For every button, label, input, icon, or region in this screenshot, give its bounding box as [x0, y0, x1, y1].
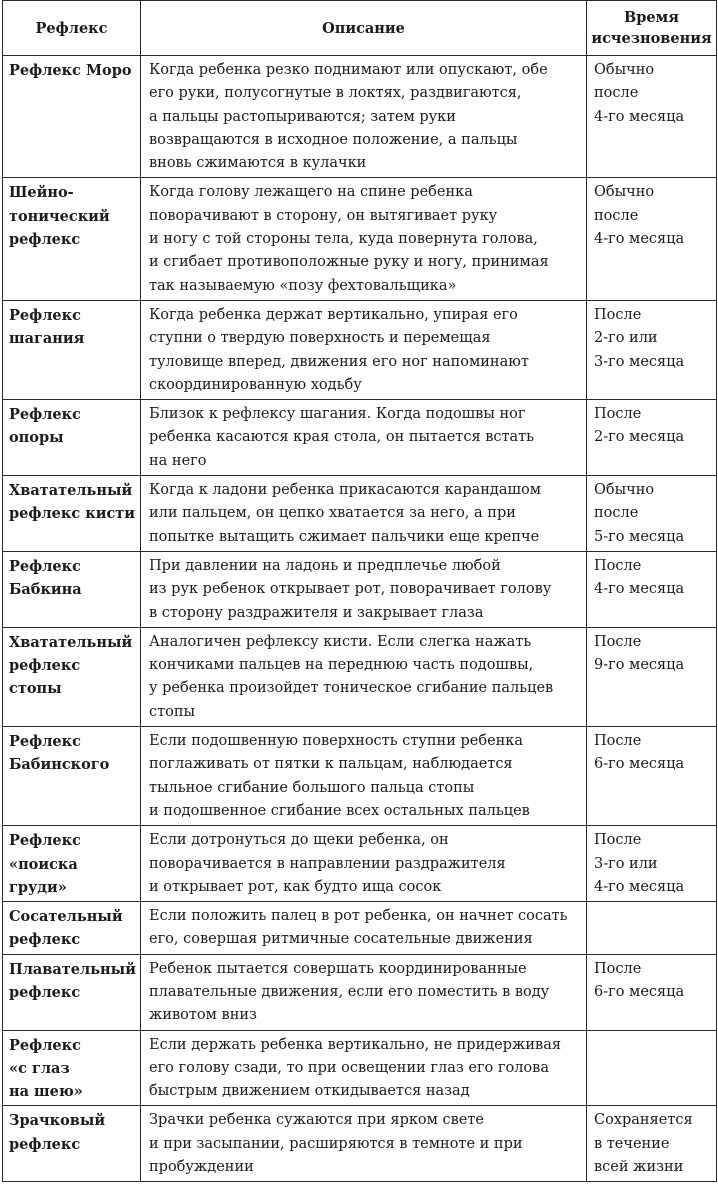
text-line: Рефлекс — [9, 832, 81, 850]
text-line: Когда голову лежащего на спине ребенка — [149, 184, 473, 201]
disappearance-time-cell — [587, 300, 717, 399]
disappearance-time-cell — [587, 551, 717, 627]
text-line: у ребенка произойдет тоническое сгибание пальцев — [149, 680, 554, 697]
table-row — [3, 727, 717, 826]
text-line: Когда ребенка резко поднимают или опускают, обе — [149, 62, 548, 78]
description-cell — [141, 178, 587, 300]
text-line: Когда к ладони ребенка прикасаются карандашом — [149, 482, 541, 499]
reflex-name-cell — [3, 551, 141, 627]
reflex-name-cell — [3, 178, 141, 300]
table-row — [3, 300, 717, 399]
text-line: или пальцем, он цепко хватается за него, а при — [149, 505, 516, 522]
text-line: всей жизни — [594, 1159, 684, 1176]
text-line: Ребенок пытается совершать координированные — [149, 960, 527, 977]
table-row — [3, 476, 717, 552]
text-line: 6-го месяца — [594, 756, 685, 773]
reflex-name-cell — [3, 627, 141, 726]
text-line: шагания — [9, 330, 85, 348]
table-row — [3, 1106, 717, 1182]
text-line: опоры — [9, 429, 64, 447]
text-line: Рефлекс — [9, 1036, 81, 1054]
text-line: в сторону раздражителя и закрывает глаза — [149, 604, 484, 621]
text-line: 3-го или — [594, 855, 658, 872]
table-row — [3, 826, 717, 902]
text-line: 4-го месяца — [594, 231, 685, 248]
disappearance-time-cell — [587, 627, 717, 726]
text-line: туловище вперед, движения его ног напоминают — [149, 353, 529, 370]
text-line: рефлекс — [9, 231, 81, 249]
table-row — [3, 902, 717, 955]
header-row — [3, 1, 717, 56]
text-line: 6-го месяца — [594, 983, 685, 1000]
text-line: рефлекс — [9, 1135, 81, 1153]
text-line: рефлекс кисти — [9, 505, 136, 523]
text-line: попытке вытащить сжимает пальчики еще крепче — [149, 528, 540, 545]
text-line: и ногу с той стороны тела, куда повернута голова, — [149, 231, 538, 248]
text-line: рефлекс — [9, 931, 81, 949]
description-cell — [141, 727, 587, 826]
disappearance-time-cell — [587, 476, 717, 552]
text-line: 9-го месяца — [594, 657, 685, 674]
text-line: Рефлекс — [9, 557, 81, 575]
text-line: После — [594, 406, 642, 423]
table-row — [3, 1030, 717, 1106]
text-line: Бабинского — [9, 756, 110, 774]
reflex-name-cell — [3, 56, 141, 178]
text-line: его, совершая ритмичные сосательные движения — [149, 931, 533, 948]
text-line: Шейно- — [9, 184, 74, 202]
description-cell — [141, 476, 587, 552]
text-line: после — [594, 85, 639, 102]
text-line: 5-го месяца — [594, 528, 685, 545]
description-cell — [141, 902, 587, 955]
text-line: из рук ребенок открывает рот, поворачивает голову — [149, 581, 552, 598]
table-row — [3, 551, 717, 627]
table-row — [3, 56, 717, 178]
text-line: пробуждении — [149, 1159, 254, 1176]
text-line: Рефлекс — [9, 406, 81, 424]
text-line: 4-го месяца — [594, 581, 685, 598]
description-cell — [141, 627, 587, 726]
text-line: в течение — [594, 1135, 670, 1152]
text-line: стопы — [149, 703, 196, 720]
disappearance-time-cell — [587, 1106, 717, 1182]
text-line: его голову сзади, то при освещении глаз его голова — [149, 1059, 549, 1076]
description-cell — [141, 1106, 587, 1182]
text-line: Рефлекс — [9, 306, 81, 324]
text-line: вновь сжимаются в кулачки — [149, 155, 367, 172]
reflex-name-cell — [3, 954, 141, 1030]
description-cell — [141, 551, 587, 627]
table-row — [3, 954, 717, 1030]
text-line: рефлекс — [9, 983, 81, 1001]
disappearance-time-cell — [587, 1030, 717, 1106]
reflex-name-cell — [3, 727, 141, 826]
disappearance-time-cell — [587, 902, 717, 955]
text-line: и при засыпании, расширяются в темноте и при — [149, 1135, 523, 1152]
text-line: скоординированную ходьбу — [149, 376, 362, 393]
text-line: тонический — [9, 207, 110, 225]
disappearance-time-cell — [587, 954, 717, 1030]
description-cell — [141, 826, 587, 902]
disappearance-time-cell — [587, 727, 717, 826]
reflex-name-cell — [3, 300, 141, 399]
table-body — [3, 56, 717, 1182]
text-line: так называемую «позу фехтовальщика» — [149, 277, 457, 294]
text-line: После — [594, 832, 642, 849]
table-row — [3, 400, 717, 476]
text-line: После — [594, 633, 642, 650]
text-line: Хватательный — [9, 482, 133, 500]
text-line: поворачивают в сторону, он вытягивает руку — [149, 207, 498, 224]
text-line: ребенка касаются края стола, он пытается встать — [149, 429, 535, 446]
text-line: поглаживать от пятки к пальцам, наблюдается — [149, 756, 513, 773]
text-line: Если держать ребенка вертикально, не придерживая — [149, 1036, 561, 1053]
text-line: Рефлекс — [9, 733, 81, 751]
reflex-name-cell — [3, 902, 141, 955]
text-line: Бабкина — [9, 581, 82, 599]
text-line: поворачивается в направлении раздражителя — [149, 855, 506, 872]
text-line: Если дотронуться до щеки ребенка, он — [149, 832, 449, 849]
text-line: животом вниз — [149, 1007, 257, 1024]
text-line: «с глаз — [9, 1059, 70, 1077]
text-line: Хватательный — [9, 633, 133, 651]
text-line: При давлении на ладонь и предплечье любой — [149, 557, 501, 574]
text-line: «поиска — [9, 855, 78, 873]
text-line: возвращаются в исходное положение, а пальцы — [149, 131, 518, 148]
text-line: Рефлекс Моро — [9, 62, 132, 79]
text-line: 2-го или — [594, 330, 658, 347]
text-line: Плавательный — [9, 960, 136, 978]
text-line: быстрым движением откидывается назад — [149, 1083, 470, 1100]
text-line: 2-го месяца — [594, 429, 685, 446]
text-line: Близок к рефлексу шагания. Когда подошвы ног — [149, 406, 526, 423]
text-line: Обычно — [594, 482, 655, 499]
text-line: тыльное сгибание большого пальца стопы — [149, 779, 475, 796]
text-line: рефлекс — [9, 657, 81, 675]
text-line: 4-го месяца — [594, 108, 685, 125]
text-line: Сохраняется — [594, 1112, 693, 1129]
text-line: груди» — [9, 878, 67, 896]
text-line: 3-го месяца — [594, 353, 685, 370]
description-cell — [141, 954, 587, 1030]
disappearance-time-cell — [587, 56, 717, 178]
text-line: после — [594, 207, 639, 224]
disappearance-time-cell — [587, 178, 717, 300]
header-reflex: Рефлекс — [3, 1, 141, 56]
text-line: Если подошвенную поверхность ступни ребенка — [149, 733, 524, 750]
text-line: Зрачки ребенка сужаются при ярком свете — [149, 1112, 484, 1129]
disappearance-time-cell — [587, 400, 717, 476]
reflex-name-cell — [3, 1106, 141, 1182]
reflex-name-cell — [3, 400, 141, 476]
text-line: стопы — [9, 680, 62, 698]
text-line: и подошвенное сгибание всех остальных пальцев — [149, 802, 530, 819]
text-line: и сгибает противоположные руку и ногу, принимая — [149, 254, 549, 271]
text-line: Сосательный — [9, 908, 123, 926]
text-line: Обычно — [594, 184, 655, 201]
text-line: Зрачковый — [9, 1112, 106, 1130]
text-line: После — [594, 960, 642, 977]
text-line: а пальцы растопыриваются; затем руки — [149, 108, 456, 125]
text-line: После — [594, 557, 642, 574]
description-cell — [141, 400, 587, 476]
table-row — [3, 627, 717, 726]
text-line: на шею» — [9, 1083, 83, 1101]
header-disappearance-time: Время исчезновения — [587, 1, 717, 56]
header-description: Описание — [141, 1, 587, 56]
description-cell — [141, 300, 587, 399]
text-line: кончиками пальцев на переднюю часть подошвы, — [149, 657, 534, 674]
reflex-name-cell — [3, 1030, 141, 1106]
reflex-table — [2, 0, 717, 1182]
text-line: Когда ребенка держат вертикально, упирая его — [149, 306, 518, 323]
text-line: на него — [149, 452, 207, 469]
text-line: Если положить палец в рот ребенка, он начнет сосать — [149, 908, 568, 925]
text-line: После — [594, 733, 642, 750]
text-line: его руки, полусогнутые в локтях, раздвигаются, — [149, 85, 522, 102]
disappearance-time-cell — [587, 826, 717, 902]
text-line: и открывает рот, как будто ища сосок — [149, 878, 442, 895]
text-line: 4-го месяца — [594, 878, 685, 895]
description-cell — [141, 56, 587, 178]
text-line: плавательные движения, если его поместить в воду — [149, 983, 550, 1000]
text-line: ступни о твердую поверхность и перемещая — [149, 330, 491, 347]
text-line: после — [594, 505, 639, 522]
table-row — [3, 178, 717, 300]
text-line: После — [594, 306, 642, 323]
reflex-name-cell — [3, 826, 141, 902]
reflex-name-cell — [3, 476, 141, 552]
description-cell — [141, 1030, 587, 1106]
text-line: Обычно — [594, 62, 655, 78]
text-line: Аналогичен рефлексу кисти. Если слегка нажать — [149, 633, 532, 650]
